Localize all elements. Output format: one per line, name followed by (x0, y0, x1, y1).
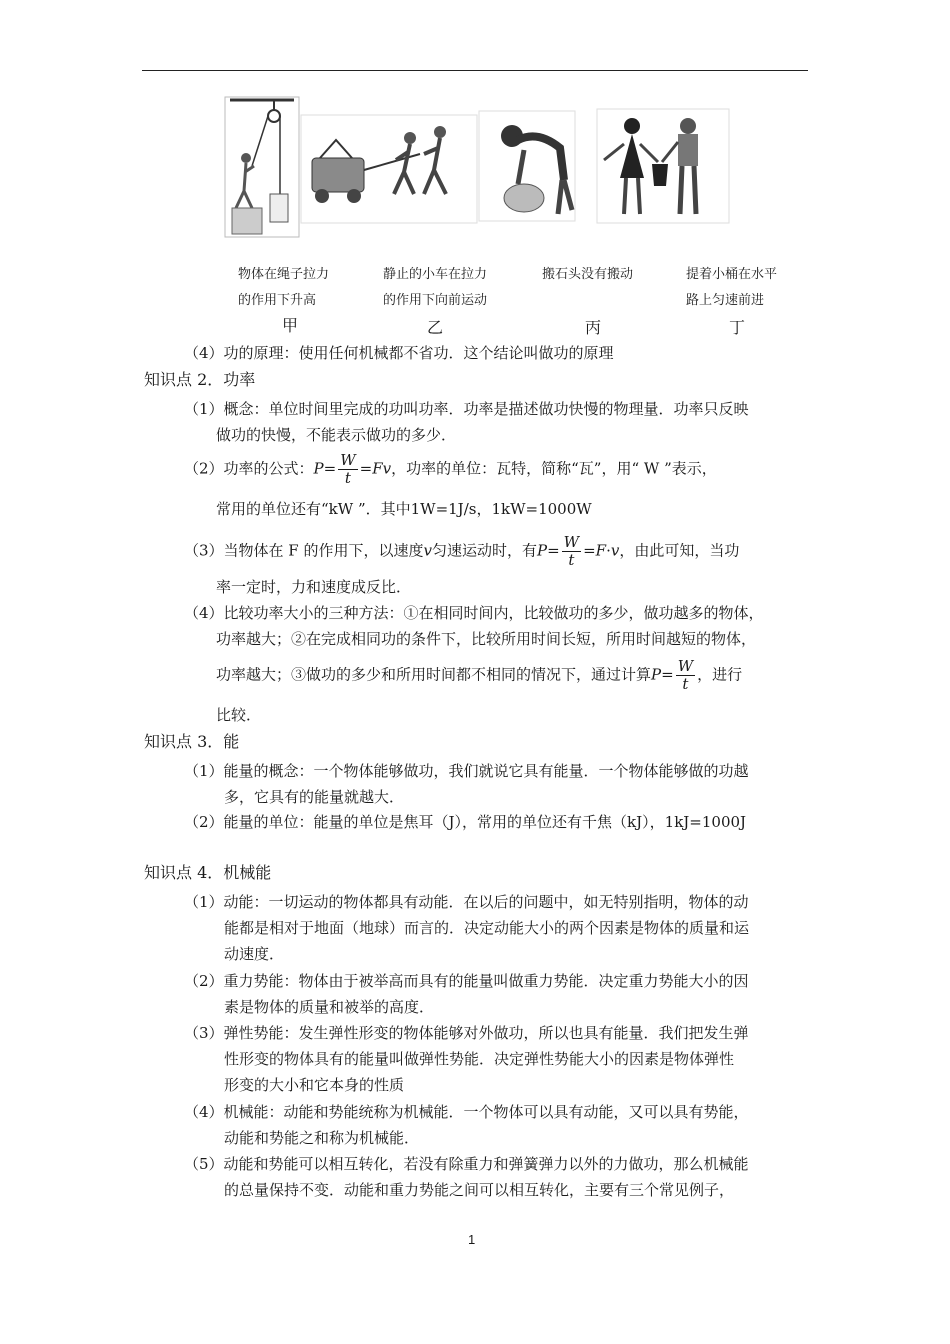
paragraph: 的总量保持不变．动能和重力势能之间可以相互转化，主要有三个常见例子， (224, 1181, 735, 1199)
paragraph: （1）概念：单位时间里完成的功叫功率．功率是描述做功快慢的物理量．功率只反映 (184, 400, 749, 418)
paragraph: （4）功的原理：使用任何机械都不省功．这个结论叫做功的原理 (184, 344, 614, 362)
figure-jia-pulley (224, 96, 300, 238)
header-rule (142, 70, 808, 71)
paragraph: 比较． (216, 706, 262, 724)
math-symbol: v (423, 541, 432, 560)
text: （3）当物体在 F 的作用下，以速度 (184, 541, 424, 560)
caption-line: 的作用下向前运动 (383, 293, 488, 308)
math-symbol: = (323, 459, 337, 478)
text: ，由此可知，当功 (619, 541, 740, 560)
formula-line (216, 658, 742, 693)
math-symbol: = (661, 665, 674, 684)
paragraph: （1）动能：一切运动的物体都具有动能．在以后的问题中，如无特别指明，物体的动 (184, 893, 749, 911)
figure-caption (383, 262, 487, 314)
figure-yi-cart (300, 114, 478, 224)
math-symbol: = (583, 541, 596, 560)
figure-caption (686, 262, 777, 314)
math-symbol: P (651, 665, 662, 684)
paragraph: 率一定时，力和速度成反比． (216, 578, 412, 596)
paragraph: 素是物体的质量和被举的高度． (224, 998, 435, 1016)
caption-line: 搬石头没有搬动 (542, 267, 634, 282)
math-symbol: v (610, 541, 620, 560)
numerator: W (677, 657, 694, 675)
paragraph: 能都是相对于地面（地球）而言的．决定动能大小的两个因素是物体的质量和运 (224, 919, 750, 937)
figure-strip (224, 96, 730, 238)
denominator: t (682, 675, 689, 693)
paragraph: （1）能量的概念：一个物体能够做功，我们就说它具有能量．一个物体能够做的功越 (184, 762, 749, 780)
section-heading: 知识点 3．能 (144, 732, 240, 751)
section-heading: 知识点 2．功率 (144, 370, 256, 389)
math-symbol: P (537, 541, 548, 560)
paragraph: （2）重力势能：物体由于被举高而具有的能量叫做重力势能．决定重力势能大小的因 (184, 972, 749, 990)
figure-caption (542, 262, 633, 288)
denominator: t (568, 551, 575, 569)
text: ，进行 (697, 665, 743, 684)
caption-line: 物体在绳子拉力 (238, 267, 330, 282)
figure-label: 乙 (427, 318, 444, 337)
text: （2）功率的公式： (184, 459, 314, 478)
figure-label: 丙 (585, 318, 602, 337)
page-number: 1 (468, 1232, 476, 1247)
caption-line: 路上匀速前进 (686, 293, 765, 308)
denominator: t (344, 469, 351, 487)
text: 功率越大；③做功的多少和所用时间都不相同的情况下，通过计算 (216, 665, 652, 684)
figure-bing-stone (478, 110, 576, 222)
paragraph: （4）比较功率大小的三种方法：①在相同时间内，比较做功的多少，做功越多的物体， (184, 604, 764, 622)
formula-line (184, 452, 717, 487)
paragraph: 形变的大小和它本身的性质 (224, 1076, 405, 1094)
paragraph: 性形变的物体具有的能量叫做弹性势能．决定弹性势能大小的因素是物体弹性 (224, 1050, 735, 1068)
figure-label: 甲 (282, 316, 299, 335)
math-symbol: = (547, 541, 560, 560)
math-symbol: Fv (372, 459, 392, 478)
math-symbol: · (606, 541, 611, 560)
fraction (338, 452, 357, 487)
numerator: W (340, 451, 356, 469)
caption-line: 的作用下升高 (238, 293, 317, 308)
text: ，功率的单位：瓦特，简称“瓦”，用“ W ”表示， (391, 459, 717, 478)
paragraph: （2）能量的单位：能量的单位是焦耳（J），常用的单位还有千焦（kJ），1kJ=1000J (184, 813, 747, 831)
paragraph: 做功的快慢，不能表示做功的多少． (216, 426, 457, 444)
paragraph: 功率越大；②在完成相同功的条件下，比较所用时间长短，所用时间越短的物体， (216, 630, 757, 648)
figure-label: 丁 (729, 318, 746, 337)
paragraph: （5）动能和势能可以相互转化，若没有除重力和弹簧弹力以外的力做功，那么机械能 (184, 1155, 749, 1173)
paragraph: （4）机械能：动能和势能统称为机械能．一个物体可以具有动能，又可以具有势能， (184, 1103, 749, 1121)
paragraph: 动速度． (224, 945, 285, 963)
caption-line: 提着小桶在水平 (686, 267, 778, 282)
math-symbol: P (313, 459, 324, 478)
paragraph: 多，它具有的能量就越大． (224, 788, 405, 806)
figure-ding-bucket (596, 108, 730, 224)
paragraph: 常用的单位还有“kW ”．其中1W=1J/s，1kW=1000W (216, 500, 592, 518)
section-heading: 知识点 4．机械能 (144, 863, 272, 882)
figure-caption (238, 262, 329, 314)
text: 匀速运动时，有 (431, 541, 537, 560)
math-symbol: F (595, 541, 607, 560)
fraction (562, 534, 581, 569)
paragraph: 动能和势能之和称为机械能． (224, 1129, 420, 1147)
math-symbol: = (359, 459, 373, 478)
numerator: W (563, 533, 580, 551)
fraction (676, 658, 695, 693)
caption-line: 静止的小车在拉力 (383, 267, 488, 282)
paragraph: （3）弹性势能：发生弹性形变的物体能够对外做功，所以也具有能量．我们把发生弹 (184, 1024, 749, 1042)
formula-line (184, 534, 739, 569)
